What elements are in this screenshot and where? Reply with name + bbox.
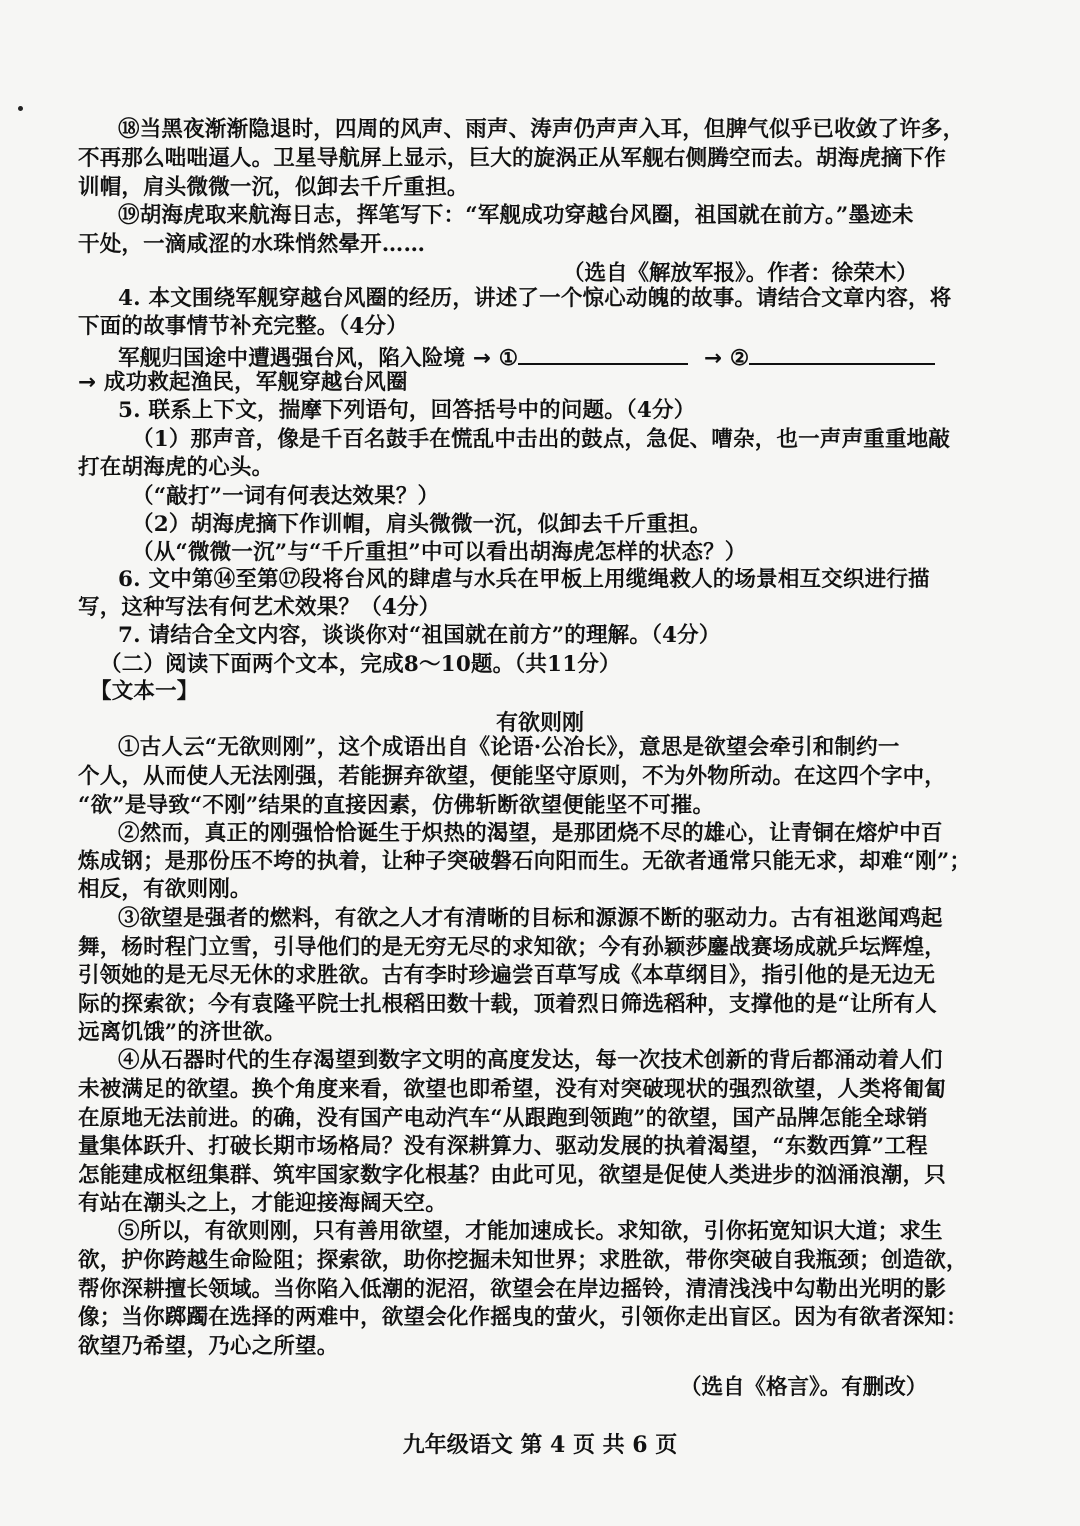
- a-p5-line2: 欲，护你跨越生命险阻；探索欲，助你挖掘未知世界；求胜欲，带你突破自我瓶颈；创造欲，: [78, 1248, 968, 1273]
- q5-line1: 5. 联系上下文，揣摩下列语句，回答括号中的问题。（4分）: [118, 398, 696, 423]
- q5-1-line1: （1）那声音，像是千百名鼓手在慌乱中击出的鼓点，急促、嘈杂，也一声声重重地敲: [132, 427, 951, 452]
- q7-line1: 7. 请结合全文内容，谈谈你对“祖国就在前方”的理解。（4分）: [118, 623, 721, 648]
- p19-line1: ⑲胡海虎取来航海日志，挥笔写下：“军舰成功穿越台风圈，祖国就在前方。”墨迹未: [118, 203, 914, 228]
- q5-2-line1: （2）胡海虎摘下作训帽，肩头微微一沉，似卸去千斤重担。: [132, 512, 712, 537]
- q4-blank2-label: ②: [729, 346, 750, 371]
- p18-line3: 训帽，肩头微微一沉，似卸去千斤重担。: [78, 175, 469, 200]
- section2-heading: （二）阅读下面两个文本，完成8～10题。（共11分）: [100, 652, 621, 677]
- a-p4-line3: 在原地无法前进。的确，没有国产电动汽车“从跟跑到领跑”的欲望，国产品牌怎能全球销: [78, 1106, 928, 1131]
- q4-blank1-field[interactable]: [518, 341, 688, 365]
- a-p1-line2: 个人，从而使人无法刚强，若能摒弃欲望，便能坚守原则，不为外物所动。在这四个字中，: [78, 764, 947, 789]
- a-p1-line3: “欲”是导致“不刚”结果的直接因素，仿佛斩断欲望便能坚不可摧。: [78, 793, 715, 818]
- a-p5-line1: ⑤所以，有欲则刚，只有善用欲望，才能加速成长。求知欲，引你拓宽知识大道；求生: [118, 1219, 943, 1244]
- text1-label: 【文本一】: [90, 679, 199, 704]
- q4-line1: 4. 本文围绕军舰穿越台风圈的经历，讲述了一个惊心动魄的故事。请结合文章内容，将: [118, 286, 952, 311]
- p18-line1: ⑱当黑夜渐渐隐退时，四周的风声、雨声、涛声仍声声入耳，但脾气似乎已收敛了许多，: [118, 117, 965, 142]
- a-p4-line4: 量集体跃升、打破长期市场格局？没有深耕算力、驱动发展的执着渴望，“东数西算”工程: [78, 1134, 928, 1159]
- q5-1-prompt: （“敲打”一词有何表达效果？）: [132, 484, 440, 509]
- a-p5-line3: 帮你深耕擅长领域。当你陷入低潮的泥沼，欲望会在岸边摇铃，清清浅浅中勾勒出光明的影: [78, 1277, 947, 1302]
- arrow-icon: →: [472, 346, 492, 371]
- a-p1-line1: ①古人云“无欲则刚”，这个成语出自《论语·公冶长》，意思是欲望会牵引和制约一: [118, 735, 900, 760]
- a-p5-line4: 像；当你踯躅在选择的两难中，欲望会化作摇曳的萤火，引领你走出盲区。因为有欲者深知：: [78, 1305, 968, 1330]
- scan-speck: [18, 106, 23, 111]
- q6-line2: 写，这种写法有何艺术效果？（4分）: [78, 595, 441, 620]
- q4-blank2-field[interactable]: [749, 341, 935, 365]
- q4-plot-start: 军舰归国途中遭遇强台风，陷入险境: [118, 346, 466, 371]
- a-p4-line2: 未被满足的欲望。换个角度来看，欲望也即希望，没有对突破现状的强烈欲望，人类将匍匐: [78, 1077, 947, 1102]
- arrow-icon: →: [78, 370, 97, 395]
- a-p4-line1: ④从石器时代的生存渴望到数字文明的高度发达，每一次技术创新的背后都涌动着人们: [118, 1048, 943, 1073]
- q5-1-line2: 打在胡海虎的心头。: [78, 455, 274, 480]
- a-p3-line4: 际的探索欲；今有袁隆平院士扎根稻田数十载，顶着烈日筛选稻种，支撑他的是“让所有人: [78, 992, 937, 1017]
- p19-line2: 干处，一滴咸涩的水珠悄然晕开……: [78, 232, 426, 257]
- page-footer: 九年级语文 第 4 页 共 6 页: [402, 1432, 678, 1458]
- a-p2-line1: ②然而，真正的刚强恰恰诞生于炽热的渴望，是那团烧不尽的雄心，让青铜在熔炉中百: [118, 821, 943, 846]
- a-p5-line5: 欲望乃希望，乃心之所望。: [78, 1334, 339, 1359]
- a-p3-line1: ③欲望是强者的燃料，有欲之人才有清晰的目标和源源不断的驱动力。古有祖逖闻鸡起: [118, 906, 943, 931]
- q4-plot-end-row: [78, 369, 958, 397]
- a-p2-line2: 炼成钢；是那份压不垮的执着，让种子突破磐石向阳而生。无欲者通常只能无求，却难“刚”；: [78, 849, 972, 874]
- q4-plot-end: 成功救起渔民，军舰穿越台风圈: [103, 370, 408, 395]
- article-source: （选自《格言》。有删改）: [680, 1375, 928, 1400]
- a-p3-line3: 引领她的是无尽无休的求胜欲。古有李时珍遍尝百草写成《本草纲目》，指引他的是无边无: [78, 963, 936, 988]
- a-p4-line5: 怎能建成枢纽集群、筑牢国家数字化根基？由此可见，欲望是促使人类进步的汹涌浪潮，只: [78, 1163, 947, 1188]
- arrow-icon: →: [703, 346, 723, 371]
- q6-line1: 6. 文中第⑭至第⑰段将台风的肆虐与水兵在甲板上用缆绳救人的场景相互交织进行描: [118, 567, 930, 592]
- q5-2-prompt: （从“微微一沉”与“千斤重担”中可以看出胡海虎怎样的状态？）: [132, 540, 747, 565]
- q4-line2: 下面的故事情节补充完整。（4分）: [78, 314, 408, 339]
- q4-blank1-label: ①: [498, 346, 519, 371]
- p18-line2: 不再那么咄咄逼人。卫星导航屏上显示，巨大的旋涡正从军舰右侧腾空而去。胡海虎摘下作: [78, 146, 947, 171]
- a-p2-line3: 相反，有欲则刚。: [78, 877, 252, 902]
- a-p3-line5: 远离饥饿”的济世欲。: [78, 1020, 286, 1045]
- a-p3-line2: 舞，杨时程门立雪，引导他们的是无穷无尽的求知欲；今有孙颖莎鏖战赛场成就乒坛辉煌，: [78, 935, 947, 960]
- passage1-source: （选自《解放军报》。作者：徐荣木）: [563, 261, 918, 286]
- a-p4-line6: 有站在潮头之上，才能迎接海阔天空。: [78, 1191, 447, 1216]
- article-title: 有欲则刚: [495, 710, 584, 736]
